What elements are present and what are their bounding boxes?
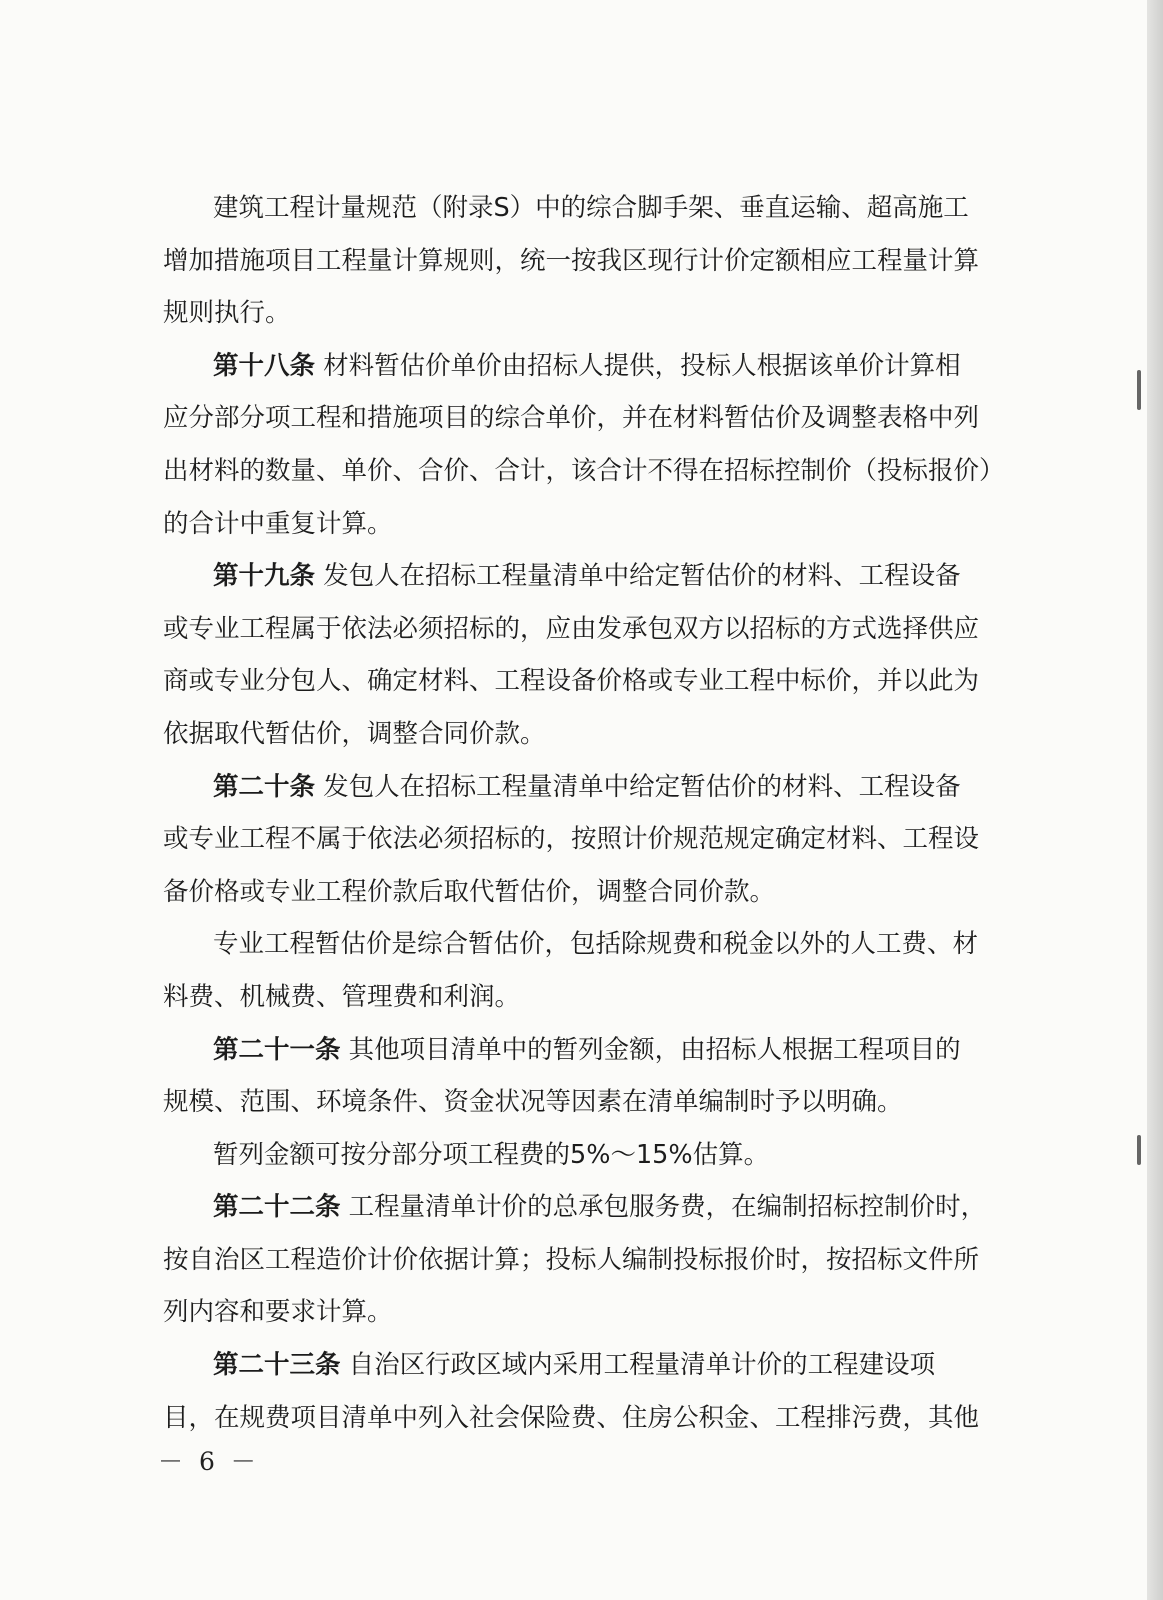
paragraph xyxy=(163,182,993,340)
text-line xyxy=(163,708,993,761)
text-line xyxy=(163,761,993,814)
line-text: 工程量清单计价的总承包服务费，在编制招标控制价时， xyxy=(340,1192,987,1223)
line-text: 的合计中重复计算。 xyxy=(163,508,393,539)
paragraph xyxy=(163,1181,993,1339)
text-line xyxy=(163,445,1005,498)
line-text: 发包人在招标工程量清单中给定暂估价的材料、工程设备 xyxy=(315,561,961,592)
line-text: 增加措施项目工程量计算规则，统一按我区现行计价定额相应工程量计算 xyxy=(163,245,980,276)
line-text: 备价格或专业工程价款后取代暂估价，调整合同价款。 xyxy=(163,876,776,907)
paragraph xyxy=(163,918,993,1023)
text-line xyxy=(163,235,993,288)
text-line xyxy=(163,655,993,708)
article-heading: 第十八条 xyxy=(213,350,316,381)
page-number: － 6 － xyxy=(158,1447,260,1476)
line-text: 应分部分项工程和措施项目的综合单价，并在材料暂估价及调整表格中列 xyxy=(163,403,980,434)
line-text: 暂列金额可按分部分项工程费的5%～15%估算。 xyxy=(213,1139,770,1170)
text-line xyxy=(163,1339,993,1392)
text-line xyxy=(163,182,993,235)
text-line xyxy=(163,813,993,866)
text-line xyxy=(163,1392,993,1445)
line-text: 专业工程暂估价是综合暂估价，包括除规费和税金以外的人工费、材 xyxy=(213,929,979,960)
paragraph xyxy=(163,340,1005,550)
text-line xyxy=(163,340,993,393)
line-text: 料费、机械费、管理费和利润。 xyxy=(163,981,521,1012)
scan-binding-mark xyxy=(1137,1135,1141,1165)
text-line xyxy=(163,498,993,551)
text-line xyxy=(163,287,993,340)
paragraph xyxy=(163,1024,993,1129)
paragraph xyxy=(163,1129,993,1182)
document-body xyxy=(163,182,1005,1444)
line-text: 或专业工程不属于依法必须招标的，按照计价规范规定确定材料、工程设 xyxy=(163,824,980,855)
line-text: 商或专业分包人、确定材料、工程设备价格或专业工程中标价，并以此为 xyxy=(163,666,980,697)
text-line xyxy=(163,550,993,603)
line-text: 规模、范围、环境条件、资金状况等因素在清单编制时予以明确。 xyxy=(163,1087,903,1118)
line-text: 目，在规费项目清单中列入社会保险费、住房公积金、工程排污费，其他 xyxy=(163,1402,980,1433)
text-line xyxy=(163,1129,993,1182)
line-text: 材料暂估价单价由招标人提供，投标人根据该单价计算相 xyxy=(315,350,961,381)
line-text: 自治区行政区域内采用工程量清单计价的工程建设项 xyxy=(340,1350,936,1381)
line-text: 发包人在招标工程量清单中给定暂估价的材料、工程设备 xyxy=(315,771,961,802)
text-line xyxy=(163,866,993,919)
scan-binding-mark xyxy=(1137,370,1141,410)
line-text: 列内容和要求计算。 xyxy=(163,1297,393,1328)
paragraph xyxy=(163,1339,993,1444)
text-line xyxy=(163,1286,993,1339)
text-line xyxy=(163,918,993,971)
line-text: 出材料的数量、单价、合价、合计，该合计不得在招标控制价（投标报价） xyxy=(163,455,1005,486)
line-text: 依据取代暂估价，调整合同价款。 xyxy=(163,718,546,749)
line-text: 规则执行。 xyxy=(163,298,291,329)
article-heading: 第二十条 xyxy=(213,771,316,802)
article-heading: 第二十二条 xyxy=(213,1192,341,1223)
line-text: 或专业工程属于依法必须招标的，应由发承包双方以招标的方式选择供应 xyxy=(163,613,980,644)
line-text: 按自治区工程造价计价依据计算；投标人编制投标报价时，按招标文件所 xyxy=(163,1244,980,1275)
text-line xyxy=(163,1024,993,1077)
text-line xyxy=(163,971,993,1024)
paragraph xyxy=(163,550,993,760)
scan-edge-shadow xyxy=(1147,0,1163,1600)
text-line xyxy=(163,603,993,656)
article-heading: 第十九条 xyxy=(213,561,316,592)
text-line xyxy=(163,1181,993,1234)
text-line xyxy=(163,1234,993,1287)
line-text: 其他项目清单中的暂列金额，由招标人根据工程项目的 xyxy=(340,1034,961,1065)
text-line xyxy=(163,1076,993,1129)
text-line xyxy=(163,392,993,445)
article-heading: 第二十一条 xyxy=(213,1034,341,1065)
paragraph xyxy=(163,761,993,919)
line-text: 建筑工程计量规范（附录S）中的综合脚手架、垂直运输、超高施工 xyxy=(213,193,969,223)
article-heading: 第二十三条 xyxy=(213,1350,341,1381)
